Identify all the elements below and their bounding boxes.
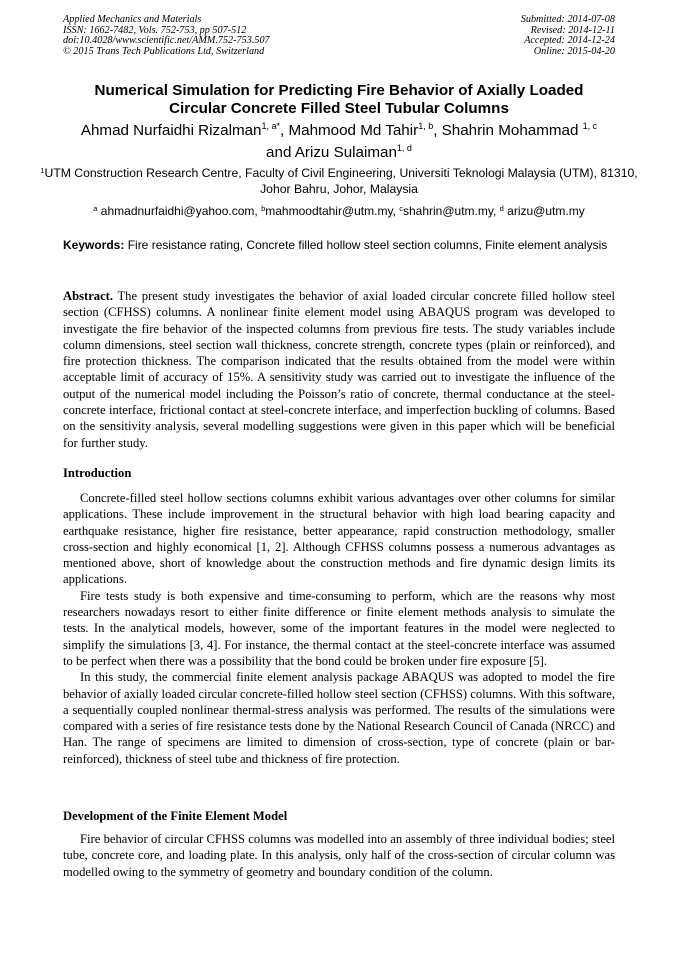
affiliation-text: UTM Construction Research Centre, Faculty of Civil Engineering, Universiti Teknologi Malaysia (UTM), 81310, Johor Bahru, Johor, Malaysia [44,166,638,196]
abstract-text: The present study investigates the behavior of axial loaded circular concrete filled hollow steel section (CFHSS) columns. A nonlinear finite element model using ABAQUS program was developed to investigate the fire behavior of the inspected columns from previous fire tests. The study variables include column dimensions, steel section wall thickness, concrete strength, concrete types (plain or reinforced), and fire protection thickness. The comparison indicated that the results obtained from the model were within acceptable limit of accuracy of 15%. A sensitivity study was carried out to investigate the influence of the output of the numerical model including the Poisson’s ratio of concrete, thermal conductance at the steel-concrete interface, frictional contact at steel-concrete interface, and imperfection buckling of columns. Based on the sensitivity analysis, several modelling suggestions were given in this paper which will be beneficial for further study. [63,289,615,450]
journal-issn: ISSN: 1662-7482, Vols. 752-753, pp 507-512 [63,24,247,36]
paragraph: In this study, the commercial finite element analysis package ABAQUS was adopted to model the fire behavior of axially loaded circular concrete-filled hollow steel section (CFHSS) columns. With this software, a sequentially coupled nonlinear thermal-stress analysis was performed. The results of the simulations were compared with a series of fire resistance tests done by the National Research Council of Canada (NRCC) and Han. The range of specimens are limited to dimension of cross-section, type of concrete (plain or bar-reinforced), thickness of steel tube and thickness of fire protection. [63,670,615,766]
section-heading-introduction: Introduction [63,466,132,480]
date-online: Online: 2015-04-20 [533,45,615,57]
author-name: Arizu Sulaiman [294,144,397,161]
author-emails [40,203,638,219]
section-heading-development: Development of the Finite Element Model [63,809,288,823]
date-submitted: Submitted: 2014-07-08 [520,14,615,25]
title-line-2: Circular Concrete Filled Steel Tubular Columns [169,100,509,117]
author-name: Mahmood Md Tahir [288,122,419,139]
keywords-text: Fire resistance rating, Concrete filled hollow steel section columns, Finite element analysis [124,238,608,252]
introduction-body [63,490,615,767]
journal-doi: doi:10.4028/www.scientific.net/AMM.752-753.507 [63,35,270,46]
author-name: Shahrin Mohammad [441,122,583,139]
keywords [63,238,615,253]
abstract-label: Abstract. [63,289,114,303]
paragraph: Fire behavior of circular CFHSS columns was modelled into an assembly of three individual bodies; steel tube, concrete core, and loading plate. In this analysis, only half of the cross-section of circular column was modelled owing to the symmetry of geometry and boundary condition of the column. [63,832,615,879]
date-accepted: Accepted: 2014-12-24 [524,35,615,46]
title-line-1: Numerical Simulation for Predicting Fire Behavior of Axially Loaded [94,82,584,99]
email-address: mahmoodtahir@utm.my, [265,204,400,218]
journal-name: Applied Mechanics and Materials [63,14,202,25]
author-separator: and [266,144,295,161]
paragraph: Fire tests study is both expensive and time-consuming to perform, which are the reasons why most researchers nowadays resort to either finite difference or finite element methods analysis to simulate the tests. In the analytical models, however, some of the important features in the model were neglected to simplify the simulations [3, 4]. For instance, the thermal contact at the steel-concrete interface was assumed to be perfect when there was a possibility that the bond could be broken under fire exposure [5]. [63,588,615,668]
author-name: Ahmad Nurfaidhi Rizalman [80,122,262,139]
email-superscript: a [93,204,98,213]
keywords-label: Keywords: [63,238,125,252]
email-address: arizu@utm.my [503,204,585,218]
author-separator: , [280,122,289,139]
email-address: shahrin@utm.my, [403,204,500,218]
author-superscript: 1, b [418,121,434,131]
email-superscript: b [261,204,266,213]
development-body [63,831,615,880]
author-separator: , [433,122,442,139]
paragraph: Concrete-filled steel hollow sections columns exhibit various advantages over other columns for similar applications. These include improvement in the structural behavior with high load bearing capacity and earthquake resistance, higher fire resistance, better appearance, rapid construction methodology, smaller cross-section and highly economical [1, 2]. Although CFHSS columns possess a numerous advantages as mentioned above, short of knowledge about the construction methods and fire dynamic design limits its applications. [63,491,615,587]
submission-dates [521,15,615,57]
affiliation-superscript: 1 [40,166,45,175]
author-superscript: 1, d [396,143,412,153]
abstract [63,288,615,451]
author-superscript: 1, a* [261,121,281,131]
email-address: ahmadnurfaidhi@yahoo.com, [97,204,262,218]
email-superscript: d [499,204,504,213]
email-superscript: c [399,204,403,213]
journal-info [63,15,270,57]
journal-copyright: © 2015 Trans Tech Publications Ltd, Switzerland [63,45,265,57]
paper-title [40,82,638,118]
author-superscript: 1, c [582,121,598,131]
affiliation [40,165,638,197]
author-list [40,120,638,164]
date-revised: Revised: 2014-12-11 [530,24,615,36]
